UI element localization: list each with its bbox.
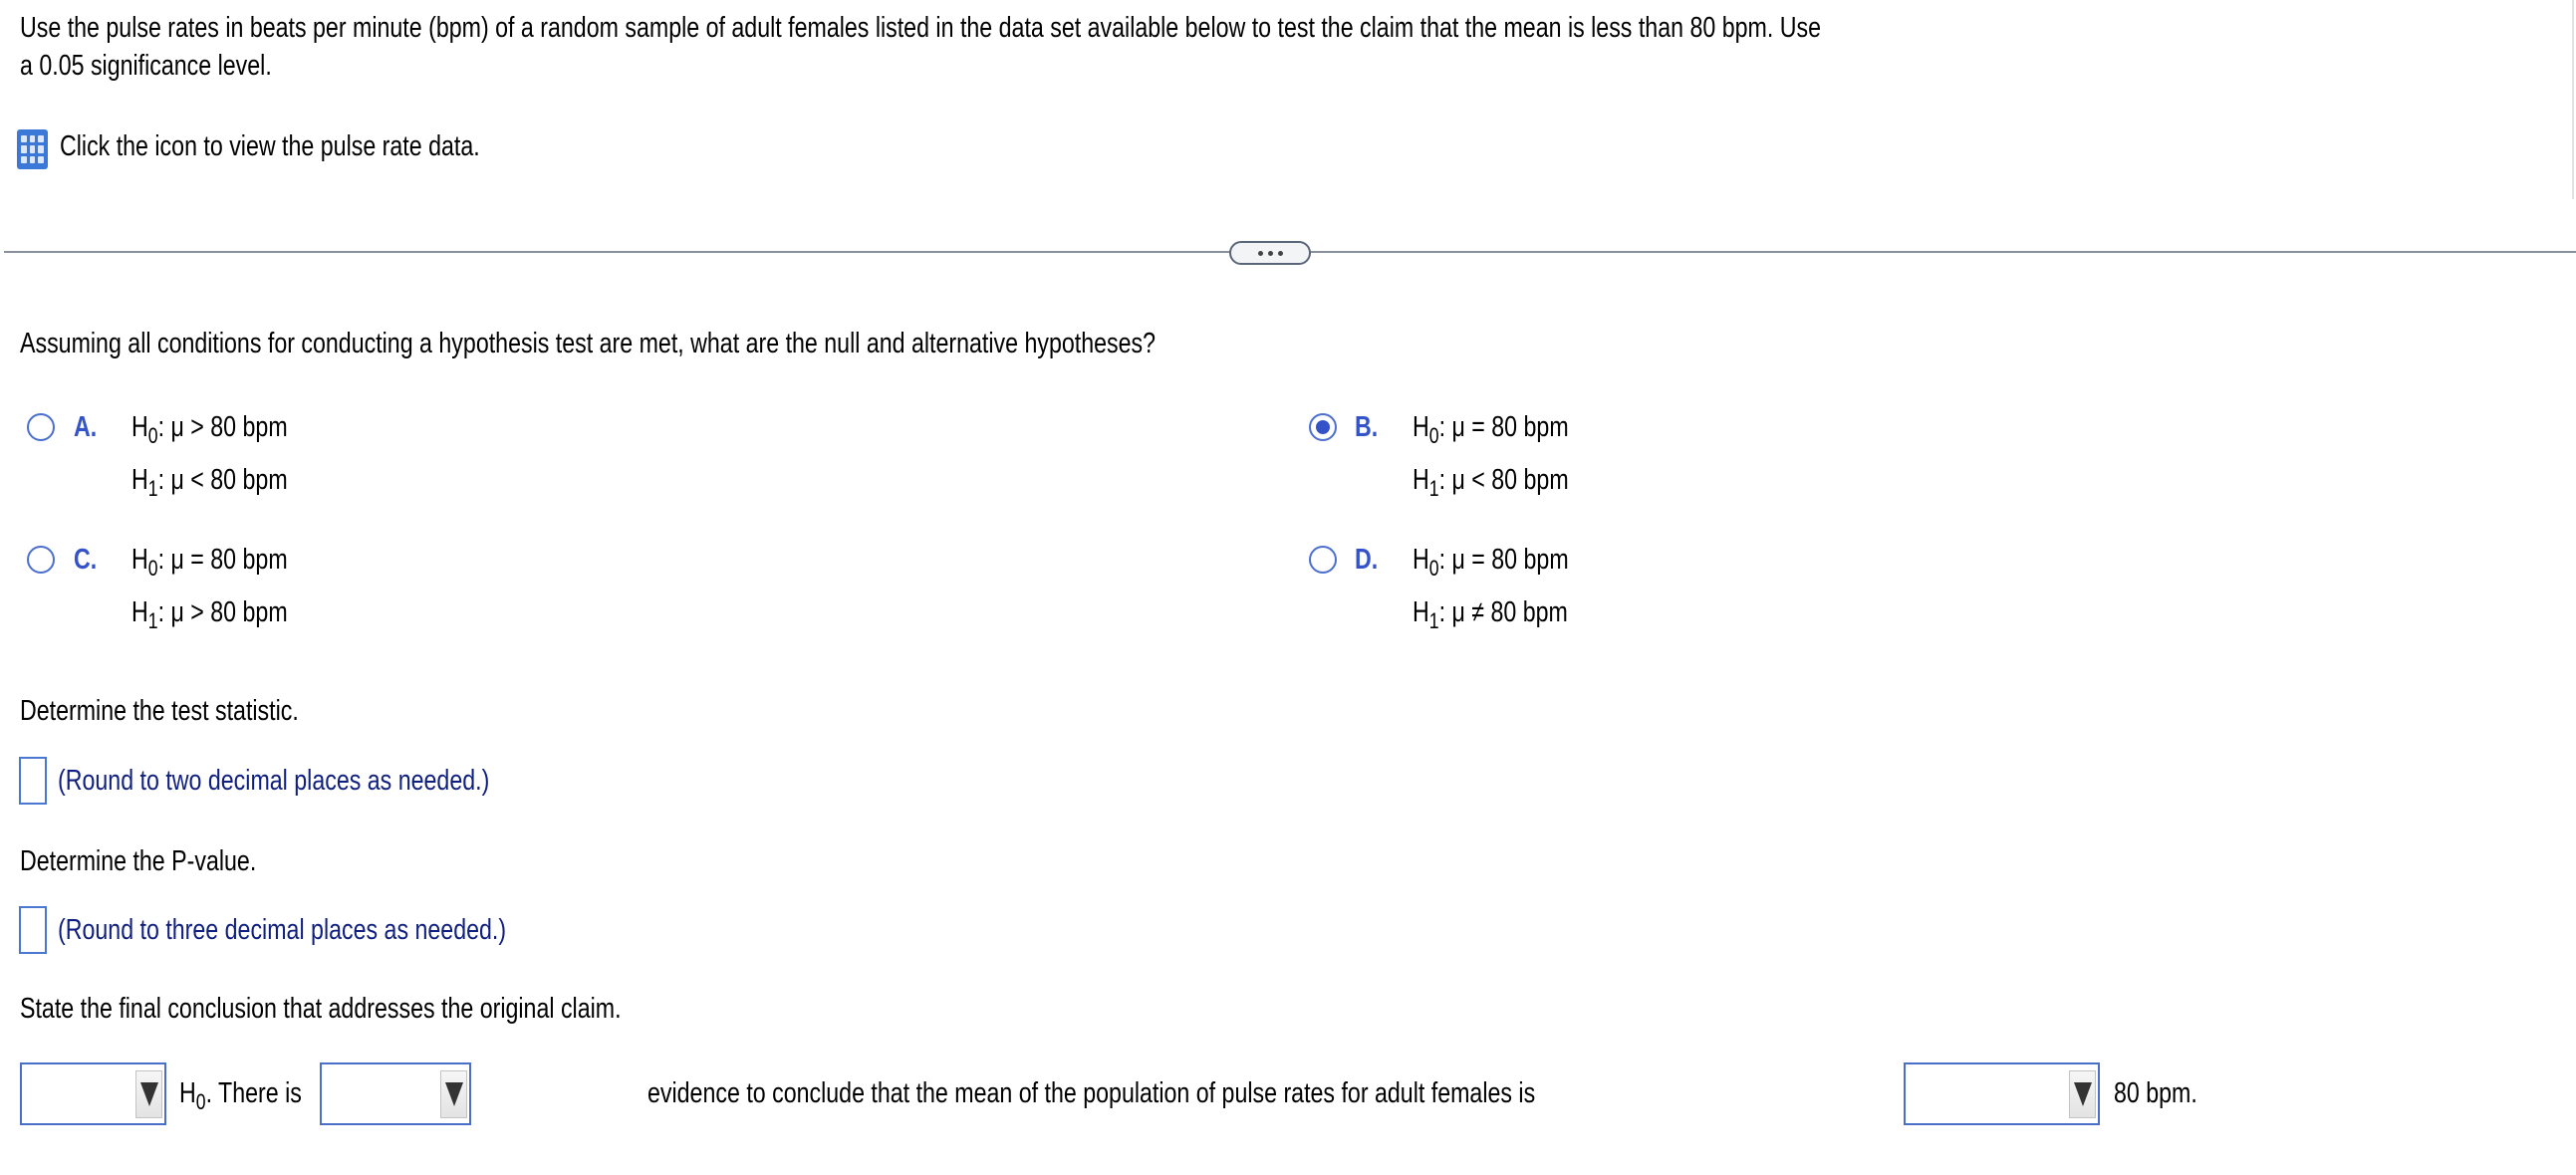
radio-option-d[interactable]	[1309, 546, 1337, 574]
option-d[interactable]	[1355, 541, 1384, 579]
data-table-icon[interactable]	[17, 129, 48, 169]
p-value-input[interactable]	[19, 906, 47, 954]
conclusion-text-value: 80 bpm.	[2114, 1077, 2197, 1109]
option-c[interactable]	[74, 541, 103, 579]
option-d-h1: $H_1$: μ ≠ 80 bpm	[1413, 596, 1568, 633]
expand-more-button[interactable]	[1229, 241, 1311, 265]
dropdown-arrow-icon[interactable]	[135, 1070, 162, 1118]
option-label: D.	[1355, 544, 1379, 576]
p-value-prompt: Determine the P-value.	[20, 845, 257, 877]
option-b-h1: $H_1$: μ < 80 bpm	[1413, 464, 1569, 501]
option-c-h0: $H_0$: μ = 80 bpm	[131, 544, 288, 581]
radio-option-b[interactable]	[1309, 413, 1337, 441]
evidence-dropdown[interactable]	[320, 1062, 471, 1125]
option-label: A.	[74, 411, 98, 443]
scrollbar-edge	[2572, 0, 2574, 199]
problem-statement-line1: Use the pulse rates in beats per minute (bpm) of a random sample of adult females listed in the data set available below to test the claim that the mean is less than 80 bpm. Use	[20, 12, 1821, 44]
option-c-h1: $H_1$: μ > 80 bpm	[131, 596, 288, 633]
conclusion-text-h0: $H_0$. There is	[179, 1077, 302, 1114]
dropdown-arrow-icon[interactable]	[440, 1070, 467, 1118]
option-a[interactable]	[74, 408, 103, 446]
option-label: C.	[74, 544, 98, 576]
test-statistic-prompt: Determine the test statistic.	[20, 695, 299, 727]
problem-statement-line2: a 0.05 significance level.	[20, 50, 272, 82]
test-statistic-hint: (Round to two decimal places as needed.)	[58, 765, 490, 797]
option-a-h0: $H_0$: μ > 80 bpm	[131, 411, 288, 448]
hypotheses-question: Assuming all conditions for conducting a hypothesis test are met, what are the null and alternative hypotheses?	[20, 328, 1157, 359]
option-d-h0: $H_0$: μ = 80 bpm	[1413, 544, 1569, 581]
test-statistic-input[interactable]	[19, 757, 47, 805]
option-a-h1: $H_1$: μ < 80 bpm	[131, 464, 288, 501]
option-label: B.	[1355, 411, 1379, 443]
radio-option-a[interactable]	[27, 413, 55, 441]
option-b-h0: $H_0$: μ = 80 bpm	[1413, 411, 1569, 448]
dropdown-arrow-icon[interactable]	[2069, 1070, 2096, 1118]
p-value-hint: (Round to three decimal places as needed.)	[58, 914, 507, 946]
conclusion-text-evidence: evidence to conclude that the mean of the population of pulse rates for adult females is	[647, 1077, 1536, 1109]
option-b[interactable]	[1355, 408, 1384, 446]
comparison-dropdown[interactable]	[1904, 1062, 2100, 1125]
reject-decision-dropdown[interactable]	[20, 1062, 166, 1125]
view-data-text: Click the icon to view the pulse rate data.	[60, 130, 480, 162]
radio-option-c[interactable]	[27, 546, 55, 574]
conclusion-prompt: State the final conclusion that addresses the original claim.	[20, 993, 622, 1025]
